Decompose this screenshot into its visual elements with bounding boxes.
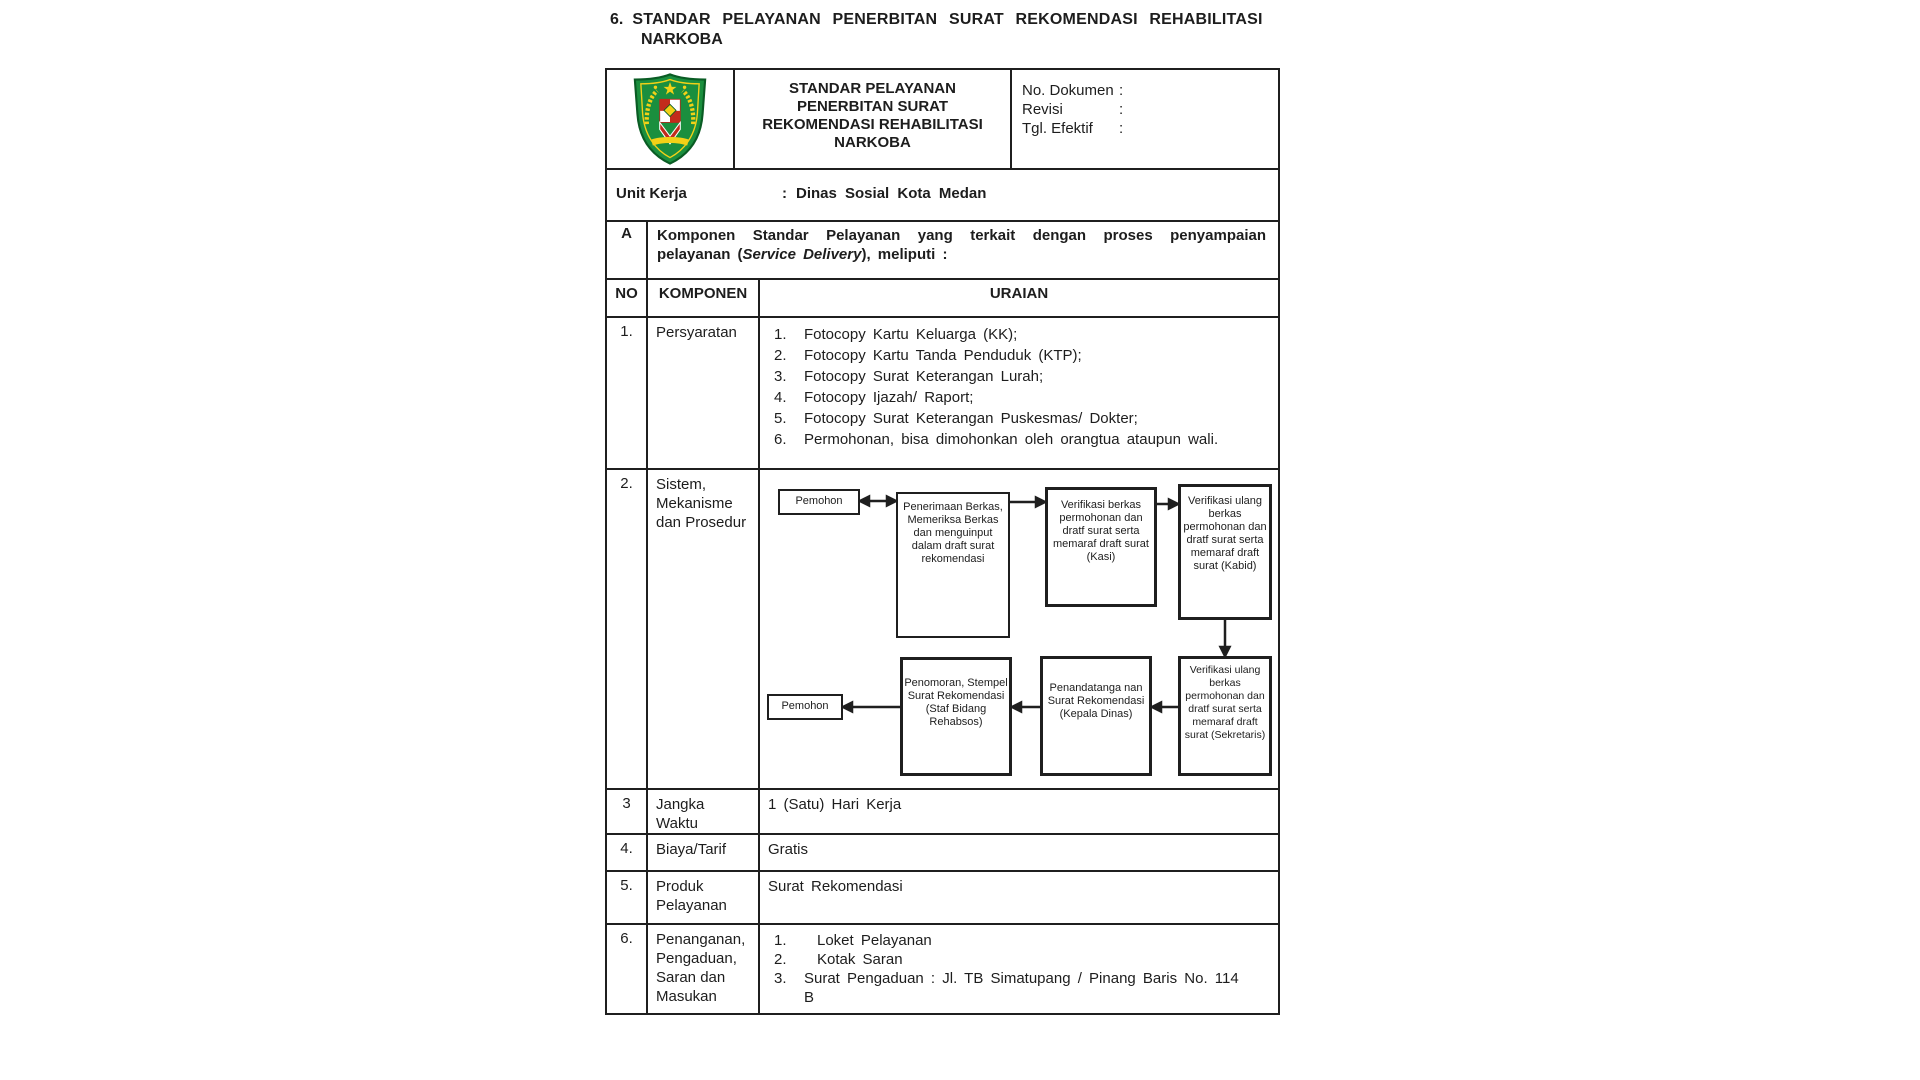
medan-city-logo	[626, 71, 714, 167]
row-uraian: Surat Rekomendasi	[768, 878, 903, 895]
persyaratan-list	[768, 323, 1268, 450]
column-header-row	[607, 280, 1278, 318]
list-item	[774, 950, 1242, 969]
arrowhead-left	[860, 497, 869, 506]
arrowhead-right	[1036, 498, 1045, 507]
row-uraian: Gratis	[768, 841, 809, 858]
list-item-text: Kotak Saran	[817, 951, 903, 968]
row-uraian	[760, 318, 1278, 468]
document-meta	[1012, 70, 1278, 168]
list-item-number: 2.	[774, 951, 787, 968]
row-uraian: 1 (Satu) Hari Kerja	[768, 796, 902, 813]
unit-kerja-label: Unit Kerja	[616, 185, 687, 202]
section-a-text-italic: Service Delivery	[742, 246, 862, 263]
list-item	[774, 345, 1262, 366]
list-item-text: Surat Pengaduan : Jl. TB Simatupang / Pinang Baris No. 114 B	[804, 970, 1239, 1006]
doc-effective-date-field	[1022, 119, 1278, 138]
row-uraian	[760, 925, 1278, 1013]
flow-box-pemohon: Pemohon	[778, 489, 860, 515]
flow-box-verifikasi-sekretaris: Verifikasi ulang berkas permohonan dan dratf surat serta memaraf draft surat (Sekretaris)	[1178, 656, 1272, 776]
list-item-text: Fotocopy Surat Keterangan Lurah;	[804, 368, 1044, 385]
unit-kerja-row	[607, 170, 1278, 222]
table-row-pengaduan	[607, 925, 1278, 1013]
row-number: 5.	[607, 872, 648, 923]
page-title-line2: NARKOBA	[641, 31, 723, 48]
flow-box-verifikasi-kasi: Verifikasi berkas permohonan dan dratf surat serta memaraf draft surat (Kasi)	[1045, 487, 1157, 607]
list-item-text: Permohonan, bisa dimohonkan oleh orangtua ataupun wali.	[804, 431, 1219, 448]
list-item-number: 1.	[774, 326, 787, 343]
row-komponen: Biaya/Tarif	[648, 835, 760, 870]
row-komponen: Penanganan, Pengaduan, Saran dan Masukan	[648, 925, 760, 1013]
document-sheet	[605, 10, 1281, 1072]
list-item-text: Fotocopy Ijazah/ Raport;	[804, 389, 974, 406]
list-item	[774, 408, 1262, 429]
flow-box-penomoran: Penomoran, Stempel Surat Rekomendasi (Staf Bidang Rehabsos)	[900, 657, 1012, 776]
section-a-row	[607, 222, 1278, 280]
row-number: 4.	[607, 835, 648, 870]
row-number: 6.	[607, 925, 648, 1013]
row-number: 3	[607, 790, 648, 833]
arrowhead-down	[1221, 647, 1230, 656]
doc-effective-date-label: Tgl. Efektif	[1022, 120, 1093, 137]
list-item-number: 6.	[774, 431, 787, 448]
section-a-text-after: ), meliputi :	[861, 246, 948, 263]
table-row-persyaratan	[607, 318, 1278, 470]
section-a-letter: A	[607, 222, 648, 278]
list-item	[774, 366, 1262, 387]
unit-kerja-value: Dinas Sosial Kota Medan	[796, 185, 987, 202]
arrowhead-left	[843, 703, 852, 712]
list-item-number: 2.	[774, 347, 787, 364]
table-header-row	[607, 70, 1278, 170]
logo-cell	[607, 70, 735, 168]
row-number: 2.	[607, 470, 648, 788]
flow-box-penerimaan-berkas: Penerimaan Berkas, Memeriksa Berkas dan menguinput dalam draft surat rekomendasi	[896, 492, 1010, 638]
list-item	[774, 931, 1242, 950]
column-header-no: NO	[607, 280, 648, 316]
section-a-text-before: Komponen Standar Pelayanan yang terkait dengan proses penyampaian pelayanan (	[657, 227, 1266, 263]
prosedur-flowchart	[760, 470, 1278, 788]
doc-revision-label: Revisi	[1022, 101, 1063, 118]
row-komponen: Sistem, Mekanisme dan Prosedur	[648, 470, 760, 788]
list-item-number: 5.	[774, 410, 787, 427]
list-item-number: 3.	[774, 970, 787, 987]
list-item	[774, 387, 1262, 408]
doc-number-field	[1022, 81, 1278, 100]
list-item-number: 4.	[774, 389, 787, 406]
arrowhead-left	[1152, 703, 1161, 712]
pengaduan-list	[768, 930, 1268, 1007]
doc-number-colon: :	[1119, 82, 1124, 99]
unit-kerja-colon: :	[782, 185, 787, 202]
unit-kerja-cell	[607, 170, 1278, 220]
table-row-produk-pelayanan	[607, 872, 1278, 925]
doc-revision-colon: :	[1119, 101, 1124, 118]
list-item-text: Loket Pelayanan	[817, 932, 932, 949]
list-item-text: Fotocopy Surat Keterangan Puskesmas/ Dokter;	[804, 410, 1138, 427]
table-row-jangka-waktu	[607, 790, 1278, 835]
list-item	[774, 969, 1242, 1007]
list-item-number: 1.	[774, 932, 787, 949]
row-number: 1.	[607, 318, 648, 468]
page-title	[605, 10, 1281, 50]
list-item-text: Fotocopy Kartu Keluarga (KK);	[804, 326, 1018, 343]
flow-box-pemohon: Pemohon	[767, 694, 843, 720]
standar-pelayanan-table	[605, 68, 1280, 1015]
column-header-uraian: URAIAN	[989, 285, 1049, 302]
list-item-number: 3.	[774, 368, 787, 385]
list-item	[774, 324, 1262, 345]
row-komponen: Jangka Waktu	[648, 790, 760, 833]
list-item	[774, 429, 1262, 450]
arrowhead-left	[1012, 703, 1021, 712]
row-komponen: Produk Pelayanan	[648, 872, 760, 923]
doc-revision-field	[1022, 100, 1278, 119]
doc-number-label: No. Dokumen	[1022, 82, 1114, 99]
column-header-komponen: KOMPONEN	[648, 280, 760, 316]
section-a-text	[648, 222, 1278, 278]
flow-box-penandatanganan: Penandatanga nan Surat Rekomendasi (Kepala Dinas)	[1040, 656, 1152, 776]
page-title-number: 6.	[610, 11, 624, 28]
arrowhead-right	[1169, 500, 1178, 509]
flow-box-verifikasi-kabid: Verifikasi ulang berkas permohonan dan dratf surat serta memaraf draft surat (Kabid)	[1178, 484, 1272, 620]
page-title-line1: STANDAR PELAYANAN PENERBITAN SURAT REKOMENDASI REHABILITASI	[632, 11, 1263, 28]
arrowhead-right	[887, 497, 896, 506]
list-item-text: Fotocopy Kartu Tanda Penduduk (KTP);	[804, 347, 1082, 364]
document-title: STANDAR PELAYANAN PENERBITAN SURAT REKOMENDASI REHABILITASI NARKOBA	[735, 70, 1012, 168]
doc-effective-date-colon: :	[1119, 120, 1124, 137]
row-komponen: Persyaratan	[648, 318, 760, 468]
table-row-biaya-tarif	[607, 835, 1278, 872]
table-row-prosedur	[607, 470, 1278, 790]
